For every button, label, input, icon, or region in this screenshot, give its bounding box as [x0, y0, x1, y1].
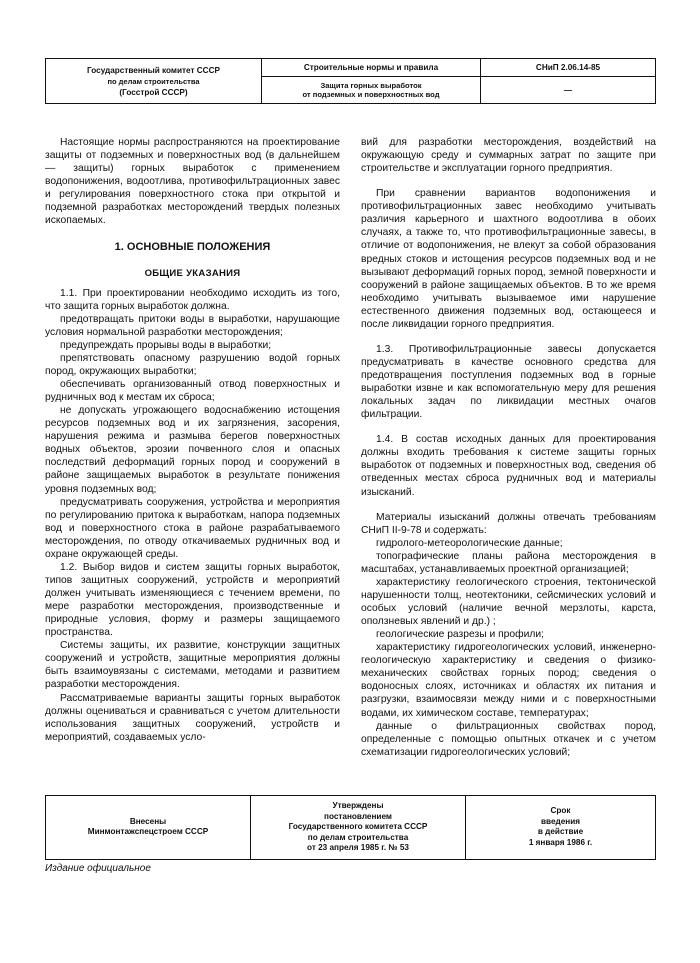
right-column	[361, 136, 656, 759]
edition-note: Издание официальное	[45, 863, 151, 874]
clause-1-3: 1.3. Противофильтрационные завесы допускается предусматривать в качестве основного средства для предотвращения поступления подземных вод в горные выработки извне и как вспомогательную меру для решения локальных задач по ликвидации местных очагов фильтрации.	[361, 343, 656, 421]
clause-1-1: 1.1. При проектировании необходимо исходить из того, что защита горных выработок должна.	[45, 287, 340, 312]
list-item: обеспечивать организованный отвод поверхностных и рудничных вод к местам их сброса;	[45, 379, 340, 404]
list-item: данные о фильтрационных свойствах пород, определенные с помощью опытных откачек и с учетом схематизации гидрогеологических условий;	[361, 720, 656, 758]
list-item: предотвращать притоки воды в выработки, нарушающие условия нормальной разработки месторождения;	[45, 313, 340, 338]
approved-line: постановлением	[324, 811, 392, 821]
doc-code: СНиП 2.06.14-85	[481, 59, 656, 77]
committee-line: (Госстрой СССР)	[119, 87, 188, 97]
left-column	[45, 136, 340, 744]
list-item: предусматривать сооружения, устройства и мероприятия по регулированию притока к выработкам, напора подземных вод и поверхностного стока в районе разрабатываемого месторождения, по отводу откачиваемых рудничных вод и охране окружающей среды.	[45, 496, 340, 560]
list-item: предупреждать прорывы воды в выработки;	[60, 339, 272, 351]
paragraph: Системы защиты, их развитие, конструкции защитных сооружений и устройств, защитные мероприятия должны быть взаимоувязаны с системами, методами и развитием разработки месторождения.	[45, 640, 340, 691]
approved-cell	[251, 796, 466, 860]
committee-line: по делам строительства	[107, 76, 200, 86]
list-item: характеристику геологического строения, тектонической нарушенности толщ, неотектоники, сейсмических условий и особых условий (наличие вечной мерзлоты, карста, оползневых явлений и др.) ;	[361, 576, 656, 628]
subject-cell	[262, 77, 481, 104]
list-item: не допускать угрожающего водоснабжению истощения ресурсов подземных вод и их загрязнения, засорения, нарушения режима и размыва берегов поверхностных водных объектов, эрозии почвенного слоя и опасных последствий деформаций горных пород и сооружений в районе защищаемых выработок в результате понижения уровня подземных вод;	[45, 405, 340, 495]
list-item: гидролого-метеорологические данные;	[376, 537, 563, 549]
effective-cell	[466, 796, 656, 860]
paragraph: Рассматриваемые варианты защиты горных выработок должны оцениваться и сравниваться с учетом длительности использования защитных сооружений, устройств и мероприятий, создаваемых усло-	[45, 692, 340, 743]
submitted-line: Внесены	[129, 816, 167, 826]
header-table	[45, 58, 656, 104]
submitted-cell	[46, 796, 251, 860]
list-item: геологические разрезы и профили;	[376, 629, 544, 641]
continued-paragraph: вий для разработки месторождения, воздействий на окружающую среду и суммарных затрат по защите при строительстве и эксплуатации горного предприятия.	[361, 137, 656, 175]
subject-line: от подземных и поверхностных вод	[302, 90, 440, 99]
section-title: 1. ОСНОВНЫЕ ПОЛОЖЕНИЯ	[114, 241, 271, 254]
intro-paragraph: Настоящие нормы распространяются на проектирование защиты от подземных и поверхностных вод (в дальнейшем — защиты) горных выработок с применением водопонижения, водоотлива, противофильтрационных завес и регулирования поверхностного стока при открытой и подземной разработках месторождений твердых полезных ископаемых.	[45, 137, 340, 227]
footer-table	[45, 795, 656, 860]
approved-line: Государственного комитета СССР	[288, 822, 428, 831]
effective-line: введения	[540, 816, 581, 826]
paragraph: Материалы изысканий должны отвечать требованиям СНиП II-9-78 и содержать:	[361, 511, 656, 536]
subject-line: Защита горных выработок	[320, 80, 422, 90]
subsection-title: ОБЩИЕ УКАЗАНИЯ	[144, 267, 241, 279]
approved-line: Утверждены	[332, 801, 384, 810]
effective-line: в действие	[537, 827, 584, 837]
list-item: препятствовать опасному разрушению водой горных пород, окружающих выработки;	[45, 352, 340, 377]
list-item: топографические планы района месторождения в масштабах, устанавливаемых проектной организацией;	[361, 550, 656, 575]
replaces-cell: —	[481, 77, 656, 104]
submitted-line: Минмонтажспецстроем СССР	[87, 827, 209, 837]
clause-1-2: 1.2. Выбор видов и систем защиты горных выработок, типов защитных сооружений, устройств и мероприятий должен учитывать изменяющиеся с течением времени, по мере разработки месторождения, производственные и природные условия, форму и размеры защищаемого пространства.	[45, 561, 340, 639]
approved-line: от 23 апреля 1985 г. № 53	[307, 843, 409, 852]
list-item: характеристику гидрогеологических условий, инженерно-геологическую характеристику и сведения о физико-механических свойствах горных пород; сведения о водоносных слоях, источниках и областях их питания и разгрузки, взаимосвязи между ними и с поверхностными водами, их химическом составе, температурах;	[361, 642, 656, 719]
committee-line: Государственный комитет СССР	[87, 65, 220, 75]
committee-cell	[46, 59, 262, 104]
effective-line: Срок	[550, 806, 571, 816]
clause-1-4: 1.4. В состав исходных данных для проектирования должны входить требования к системе защиты горных выработок от подземных и поверхностных вод, сведения об отведенных местах сброса рудничных вод и материалы изысканий.	[361, 434, 656, 498]
effective-line: 1 января 1986 г.	[528, 837, 593, 847]
norms-title: Строительные нормы и правила	[262, 59, 481, 77]
paragraph: При сравнении вариантов водопонижения и противофильтрационных завес необходимо учитывать различия карьерного и шахтного водоотлива в обоих случаях, а также то, что противофильтрационные завесы, в отличие от водопонижения, не влекут за собой образования вредных стоков и истощения ресурсов подземных вод и не вызывают деформаций горных пород, земной поверхности и сооружений в районе защищаемых объектов. В то же время необходимо учитывать вызываемое ими нарушение естественного движения подземных вод, остающееся и после ликвидации горного предприятия.	[361, 188, 656, 330]
approved-line: по делам строительства	[307, 832, 409, 842]
